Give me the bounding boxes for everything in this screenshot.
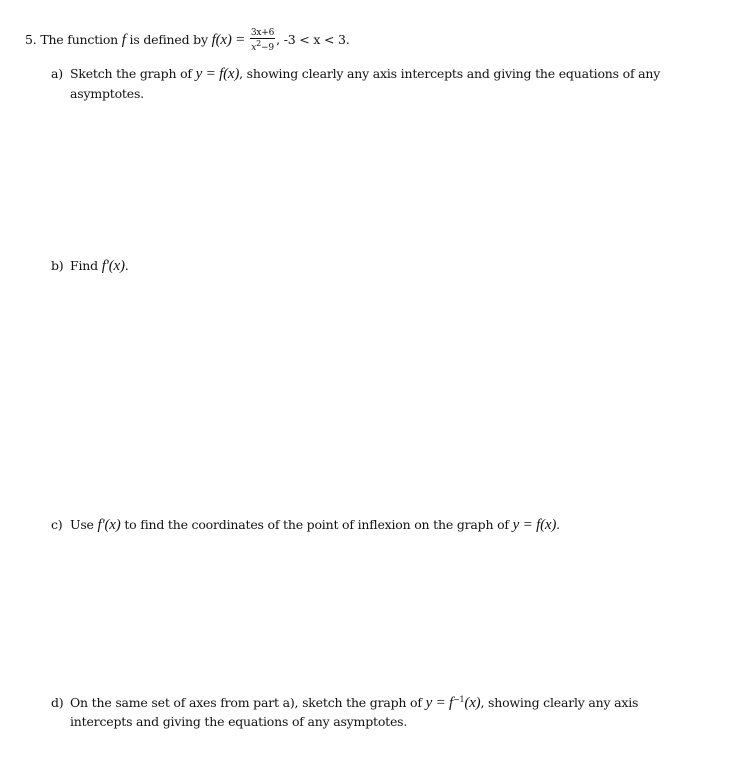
part-label: a) xyxy=(51,66,63,81)
part-text: . xyxy=(556,517,560,532)
part-b xyxy=(51,258,129,275)
part-c xyxy=(51,517,560,534)
part-text: to find the coordinates of the point of inflexion on the graph of xyxy=(124,517,509,532)
inverse-sup: −1 xyxy=(453,695,465,704)
math-fx: f(x) = xyxy=(211,32,246,48)
part-d xyxy=(51,695,638,712)
denominator xyxy=(250,39,275,53)
den-rest: −9 xyxy=(260,43,274,53)
den-power: 2 xyxy=(256,39,261,48)
math: y = f(x) xyxy=(195,66,240,82)
part-text: Find xyxy=(70,258,98,273)
math: f'(x) xyxy=(97,517,121,533)
part-text: . xyxy=(124,258,129,273)
part-label: c) xyxy=(51,517,63,532)
part-text: , showing clearly any axis xyxy=(480,695,639,711)
stem-text: The function xyxy=(40,32,118,47)
part-a-line2: asymptotes. xyxy=(70,86,144,101)
part-label: d) xyxy=(51,695,64,711)
math: y = f(x) xyxy=(512,517,557,533)
domain-text: , -3 < x < 3. xyxy=(276,32,350,47)
fraction xyxy=(250,28,275,53)
question-number: 5. xyxy=(25,32,37,47)
numerator: 3x+6 xyxy=(250,28,275,38)
math: f'(x) xyxy=(101,258,125,274)
part-text: Sketch the graph of xyxy=(70,66,192,81)
den-x: x xyxy=(251,43,257,53)
part-a xyxy=(51,66,660,83)
math-f: f xyxy=(121,32,126,48)
part-label: b) xyxy=(51,258,64,273)
math: (x) xyxy=(464,695,481,712)
part-text: , showing clearly any axis intercepts and giving the equations of any xyxy=(239,66,661,81)
part-text: On the same set of axes from part a), sketch the graph of xyxy=(70,695,422,711)
stem-text: is defined by xyxy=(129,32,208,47)
part-d-line2: intercepts and giving the equations of any asymptotes. xyxy=(70,714,408,729)
math: y = f xyxy=(425,695,454,712)
question-stem xyxy=(25,28,350,53)
part-text: Use xyxy=(70,517,94,532)
